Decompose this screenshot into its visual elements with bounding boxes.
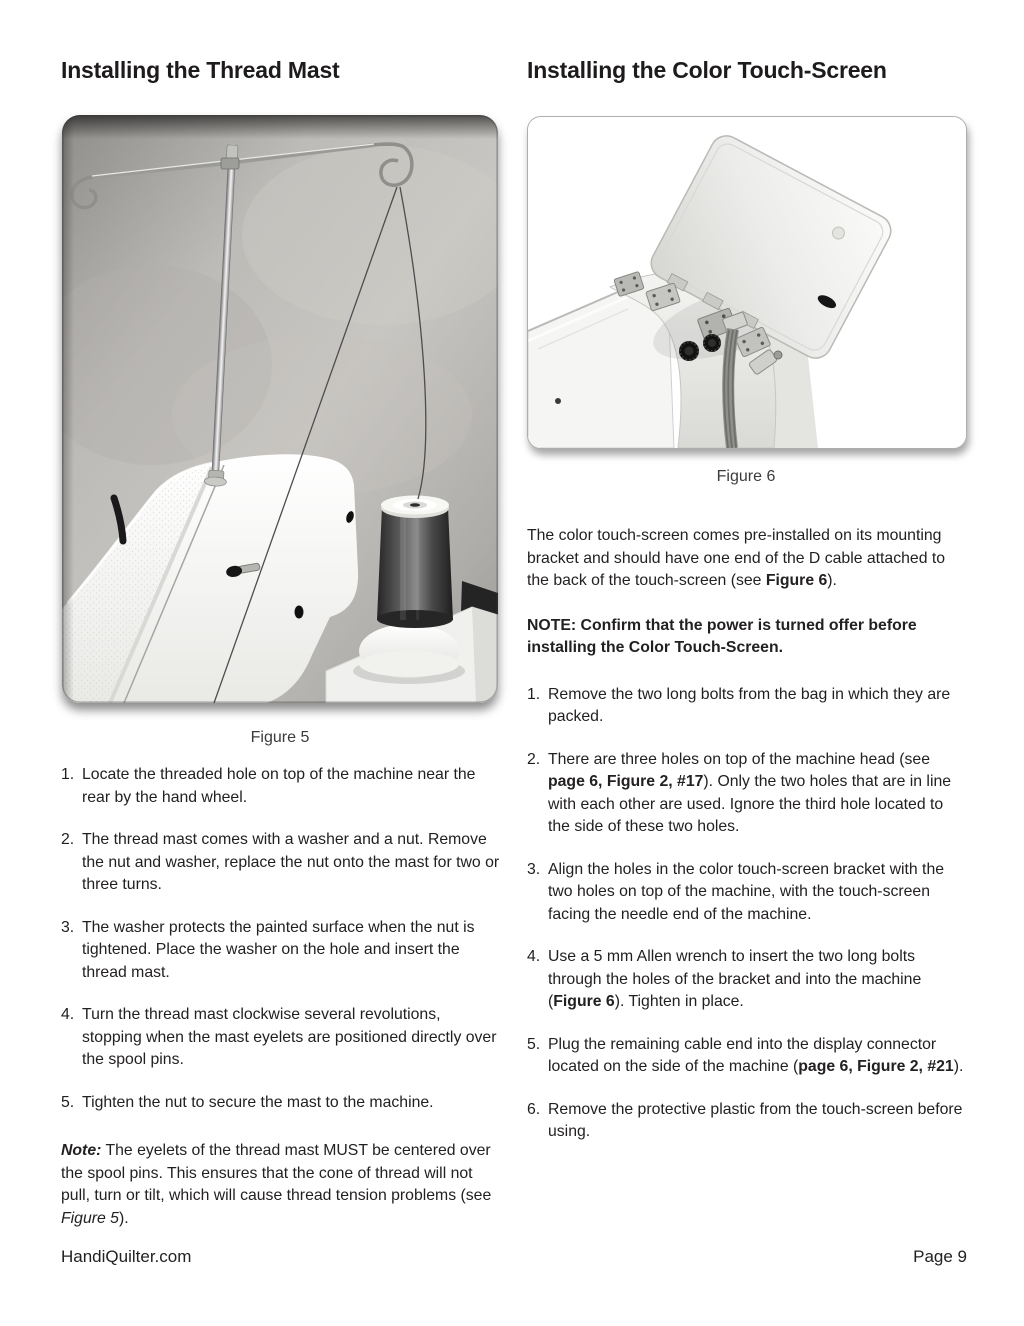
list-item-number: 5. bbox=[527, 1035, 541, 1053]
list-item bbox=[61, 1004, 501, 1072]
figure6-photo bbox=[527, 116, 967, 449]
touch-screen-instructions bbox=[527, 525, 969, 1144]
list-item bbox=[527, 684, 969, 729]
list-item-text: The washer protects the painted surface when the nut is tightened. Place the washer on the hole and insert the thread mast. bbox=[82, 918, 475, 981]
footer-page-number: Page 9 bbox=[913, 1247, 967, 1266]
list-item-text: There are three holes on top of the machine head (see page 6, Figure 2, #17). Only the two holes that are in line with each other are used. Ignore the third hole located to the side of these two holes. bbox=[548, 750, 952, 835]
list-item bbox=[527, 1099, 969, 1144]
list-item bbox=[527, 859, 969, 927]
list-item-text: The thread mast comes with a washer and a nut. Remove the nut and washer, replace the nut onto the mast for two or three turns. bbox=[82, 831, 500, 893]
list-item-number: 4. bbox=[61, 1006, 75, 1023]
list-item-text: Locate the threaded hole on top of the machine near the rear by the hand wheel. bbox=[82, 766, 476, 806]
list-item-number: 3. bbox=[61, 918, 75, 936]
thread-mast-steps bbox=[61, 764, 501, 1230]
footer-website: HandiQuilter.com bbox=[61, 1247, 192, 1266]
list-item bbox=[61, 1092, 501, 1115]
list-item bbox=[61, 764, 501, 809]
list-item-number: 3. bbox=[527, 860, 541, 878]
list-item-text: Remove the two long bolts from the bag in which they are packed. bbox=[548, 685, 951, 725]
list-item-number: 4. bbox=[527, 948, 541, 965]
list-item-number: 6. bbox=[527, 1100, 541, 1118]
figure6-caption: Figure 6 bbox=[716, 468, 776, 485]
list-item-text: Turn the thread mast clockwise several revolutions, stopping when the mast eyelets are positioned directly over the spool pins. bbox=[82, 1006, 497, 1068]
thread-mast-illustration bbox=[62, 115, 498, 703]
list-item-number: 2. bbox=[527, 750, 541, 768]
list-item bbox=[527, 1034, 969, 1079]
section-heading-color-touch-screen: Installing the Color Touch-Screen bbox=[527, 57, 887, 83]
list-item-number: 1. bbox=[61, 766, 75, 783]
list-item-text: Align the holes in the color touch-screen bracket with the two holes on top of the machine, with the touch-screen facing the needle end of the machine. bbox=[548, 860, 945, 923]
figure5-caption: Figure 5 bbox=[250, 729, 310, 746]
warning-note-paragraph: NOTE: Confirm that the power is turned offer before installing the Color Touch-Screen. bbox=[527, 616, 917, 656]
note-paragraph: Note: The eyelets of the thread mast MUST be centered over the spool pins. This ensures that the cone of thread will not pull, turn or tilt, which will cause thread tension problems (see Figure 5). bbox=[61, 1142, 492, 1227]
list-item-text: Use a 5 mm Allen wrench to insert the two long bolts through the holes of the bracket and into the machine (Figure 6). Tighten in place. bbox=[548, 948, 922, 1010]
list-item bbox=[61, 829, 501, 897]
figure5-photo bbox=[62, 115, 498, 703]
list-item bbox=[527, 946, 969, 1014]
numbered-list bbox=[61, 764, 501, 1114]
intro-paragraph: The color touch-screen comes pre-installed on its mounting bracket and should have one end of the D cable attached to the back of the touch-screen (see Figure 6). bbox=[527, 527, 946, 589]
numbered-list bbox=[527, 684, 969, 1144]
list-item-number: 1. bbox=[527, 685, 541, 703]
list-item-number: 2. bbox=[61, 831, 75, 848]
list-item bbox=[61, 917, 501, 985]
list-item-number: 5. bbox=[61, 1093, 75, 1111]
touch-screen-illustration bbox=[528, 117, 966, 448]
list-item-text: Plug the remaining cable end into the display connector located on the side of the machine (page 6, Figure 2, #21). bbox=[548, 1035, 964, 1075]
section-heading-thread-mast: Installing the Thread Mast bbox=[61, 57, 340, 83]
list-item-text: Remove the protective plastic from the touch-screen before using. bbox=[548, 1100, 963, 1140]
list-item-text: Tighten the nut to secure the mast to the machine. bbox=[82, 1093, 434, 1111]
list-item bbox=[527, 749, 969, 839]
